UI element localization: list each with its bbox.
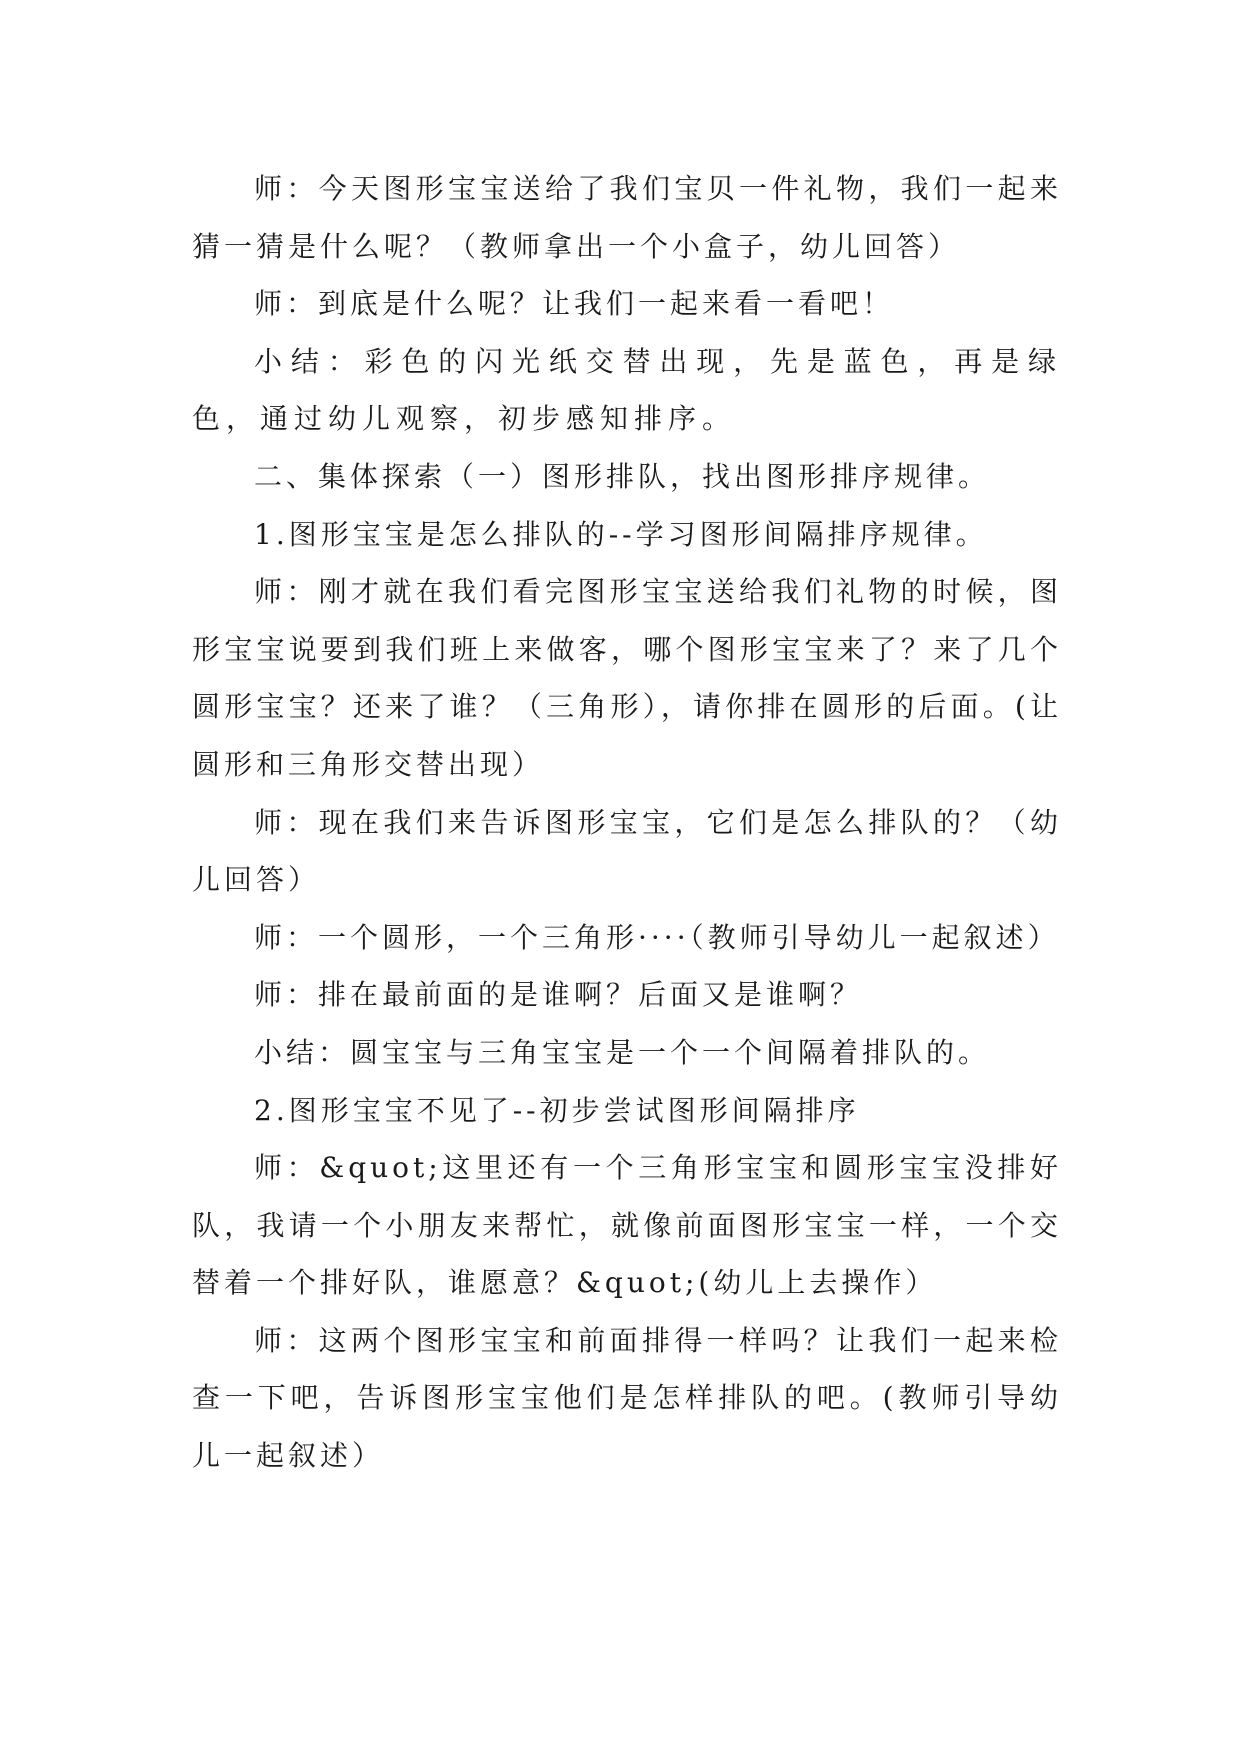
- paragraph-teacher-how-line-up: 师：现在我们来告诉图形宝宝，它们是怎么排队的？（幼儿回答）: [192, 805, 1062, 897]
- paragraph-teacher-circle-triangle: 师：一个圆形，一个三角形····（教师引导幼儿一起叙述）: [254, 920, 1060, 954]
- paragraph-teacher-front-back: 师：排在最前面的是谁啊？后面又是谁啊？: [254, 978, 863, 1012]
- paragraph-step-2: 2.图形宝宝不见了--初步尝试图形间隔排序: [254, 1093, 860, 1127]
- paragraph-teacher-what-is-it: 师：到底是什么呢？让我们一起来看一看吧！: [254, 287, 895, 321]
- paragraph-teacher-gift: 师：今天图形宝宝送给了我们宝贝一件礼物，我们一起来猜一猜是什么呢？（教师拿出一个小盒子，幼儿回答）: [192, 172, 1062, 263]
- paragraph-summary-colors: 小结：彩色的闪光纸交替出现，先是蓝色，再是绿色，通过幼儿观察，初步感知排序。: [192, 344, 1062, 436]
- paragraph-teacher-volunteer: 师：&quot;这里还有一个三角形宝宝和圆形宝宝没排好队，我请一个小朋友来帮忙，就像前面图形宝宝一样，一个交替着一个排好队，谁愿意？&quot;(幼儿上去操作）: [192, 1151, 1062, 1300]
- paragraph-summary-interval: 小结：圆宝宝与三角宝宝是一个一个间隔着排队的。: [254, 1035, 991, 1069]
- paragraph-step-1: 1.图形宝宝是怎么排队的--学习图形间隔排序规律。: [254, 517, 988, 551]
- document-body: [192, 160, 1062, 1485]
- paragraph-section-heading: 二、集体探索（一）图形排队，找出图形排序规律。: [254, 459, 991, 493]
- paragraph-teacher-guests: 师：刚才就在我们看完图形宝宝送给我们礼物的时候，图形宝宝说要到我们班上来做客，哪个图形宝宝来了？来了几个圆形宝宝？还来了谁？（三角形），请你排在圆形的后面。(让圆形和三角形交替出现）: [192, 575, 1062, 781]
- paragraph-teacher-check: 师：这两个图形宝宝和前面排得一样吗？让我们一起来检查一下吧，告诉图形宝宝他们是怎样排队的吧。(教师引导幼儿一起叙述）: [192, 1323, 1062, 1473]
